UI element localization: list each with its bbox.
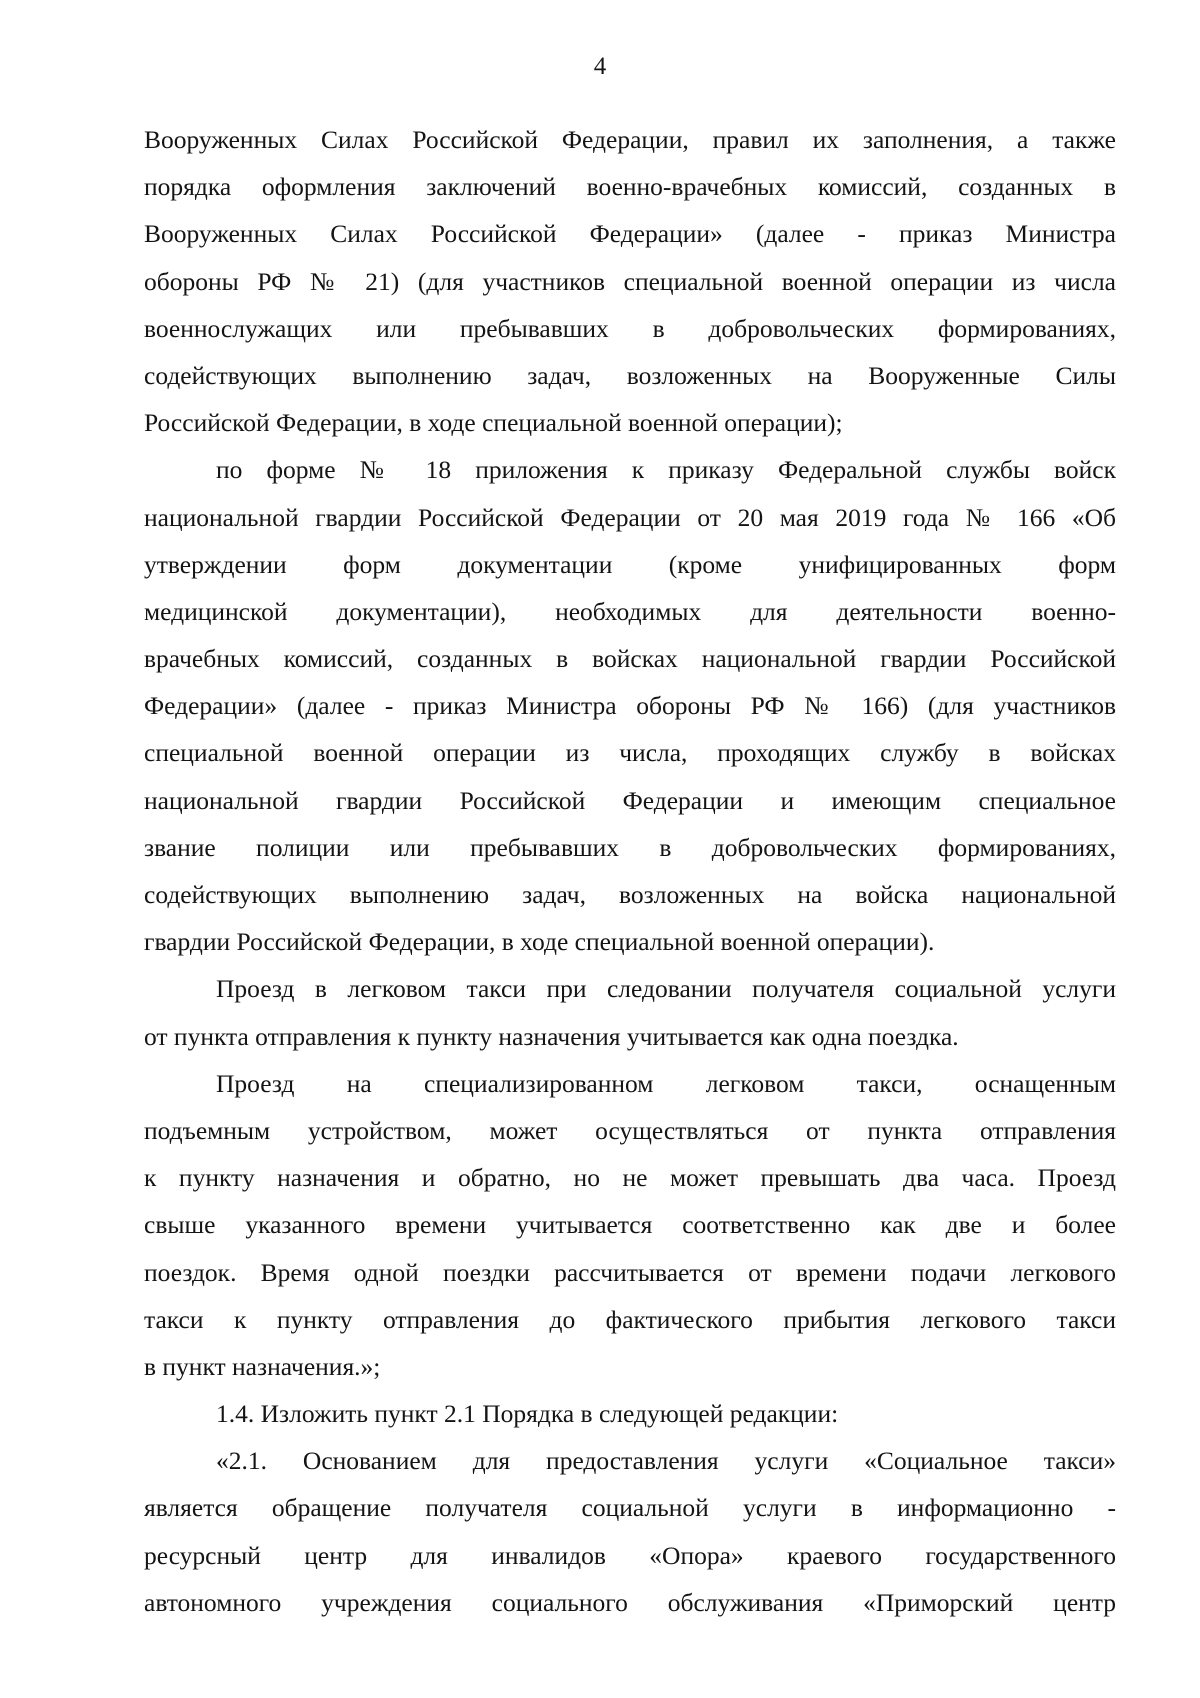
- text-line: в пункт назначения.»;: [144, 1351, 381, 1381]
- text-line: Вооруженных Силах Российской Федерации» (далее - приказ Министра: [144, 219, 1116, 249]
- text-line: порядка оформления заключений военно-врачебных комиссий, созданных в: [144, 172, 1116, 202]
- document-body: [144, 116, 1116, 1626]
- text-line: Российской Федерации, в ходе специальной военной операции);: [144, 408, 843, 438]
- text-line: Федерации» (далее - приказ Министра обороны РФ № 166) (для участников: [144, 691, 1116, 721]
- text-line: такси к пункту отправления до фактического прибытия легкового такси: [144, 1304, 1116, 1334]
- text-line: поездок. Время одной поездки рассчитывается от времени подачи легкового: [144, 1257, 1116, 1287]
- text-line: автономного учреждения социального обслуживания «Приморский центр: [144, 1587, 1116, 1617]
- text-line: от пункта отправления к пункту назначения учитывается как одна поездка.: [144, 1021, 959, 1051]
- text-line: содействующих выполнению задач, возложенных на войска национальной: [144, 880, 1116, 909]
- text-line: национальной гвардии Российской Федерации и имеющим специальное: [144, 785, 1116, 815]
- page-number: 4: [593, 53, 607, 80]
- text-line: медицинской документации), необходимых для деятельности военно-: [144, 596, 1116, 626]
- text-line: «2.1. Основанием для предоставления услуги «Социальное такси»: [216, 1446, 1116, 1476]
- text-line: военнослужащих или пребывавших в добровольческих формированиях,: [144, 313, 1116, 343]
- text-line: национальной гвардии Российской Федерации от 20 мая 2019 года № 166 «Об: [144, 502, 1116, 532]
- text-line: подъемным устройством, может осуществляться от пункта отправления: [144, 1115, 1116, 1145]
- text-line: содействующих выполнению задач, возложенных на Вооруженные Силы: [144, 360, 1116, 390]
- text-line: к пункту назначения и обратно, но не может превышать два часа. Проезд: [144, 1163, 1116, 1193]
- text-line: Проезд в легковом такси при следовании получателя социальной услуги: [216, 974, 1116, 1004]
- text-line: звание полиции или пребывавших в добровольческих формированиях,: [144, 832, 1116, 862]
- text-line: свыше указанного времени учитывается соответственно как две и более: [144, 1210, 1116, 1240]
- text-line: является обращение получателя социальной услуги в информационно -: [144, 1493, 1116, 1523]
- text-line: ресурсный центр для инвалидов «Опора» краевого государственного: [144, 1540, 1116, 1570]
- text-line: обороны РФ № 21) (для участников специальной военной операции из числа: [144, 266, 1116, 296]
- text-line: гвардии Российской Федерации, в ходе специальной военной операции).: [144, 927, 935, 957]
- text-line: специальной военной операции из числа, проходящих службу в войсках: [144, 738, 1116, 768]
- text-line: Проезд на специализированном легковом такси, оснащенным: [216, 1068, 1116, 1098]
- text-line: утверждении форм документации (кроме унифицированных форм: [144, 549, 1116, 579]
- text-line: врачебных комиссий, созданных в войсках национальной гвардии Российской: [144, 644, 1116, 674]
- text-line: 1.4. Изложить пункт 2.1 Порядка в следующей редакции:: [216, 1399, 839, 1429]
- text-line: по форме № 18 приложения к приказу Федеральной службы войск: [216, 455, 1116, 485]
- text-line: Вооруженных Силах Российской Федерации, правил их заполнения, а также: [144, 125, 1116, 154]
